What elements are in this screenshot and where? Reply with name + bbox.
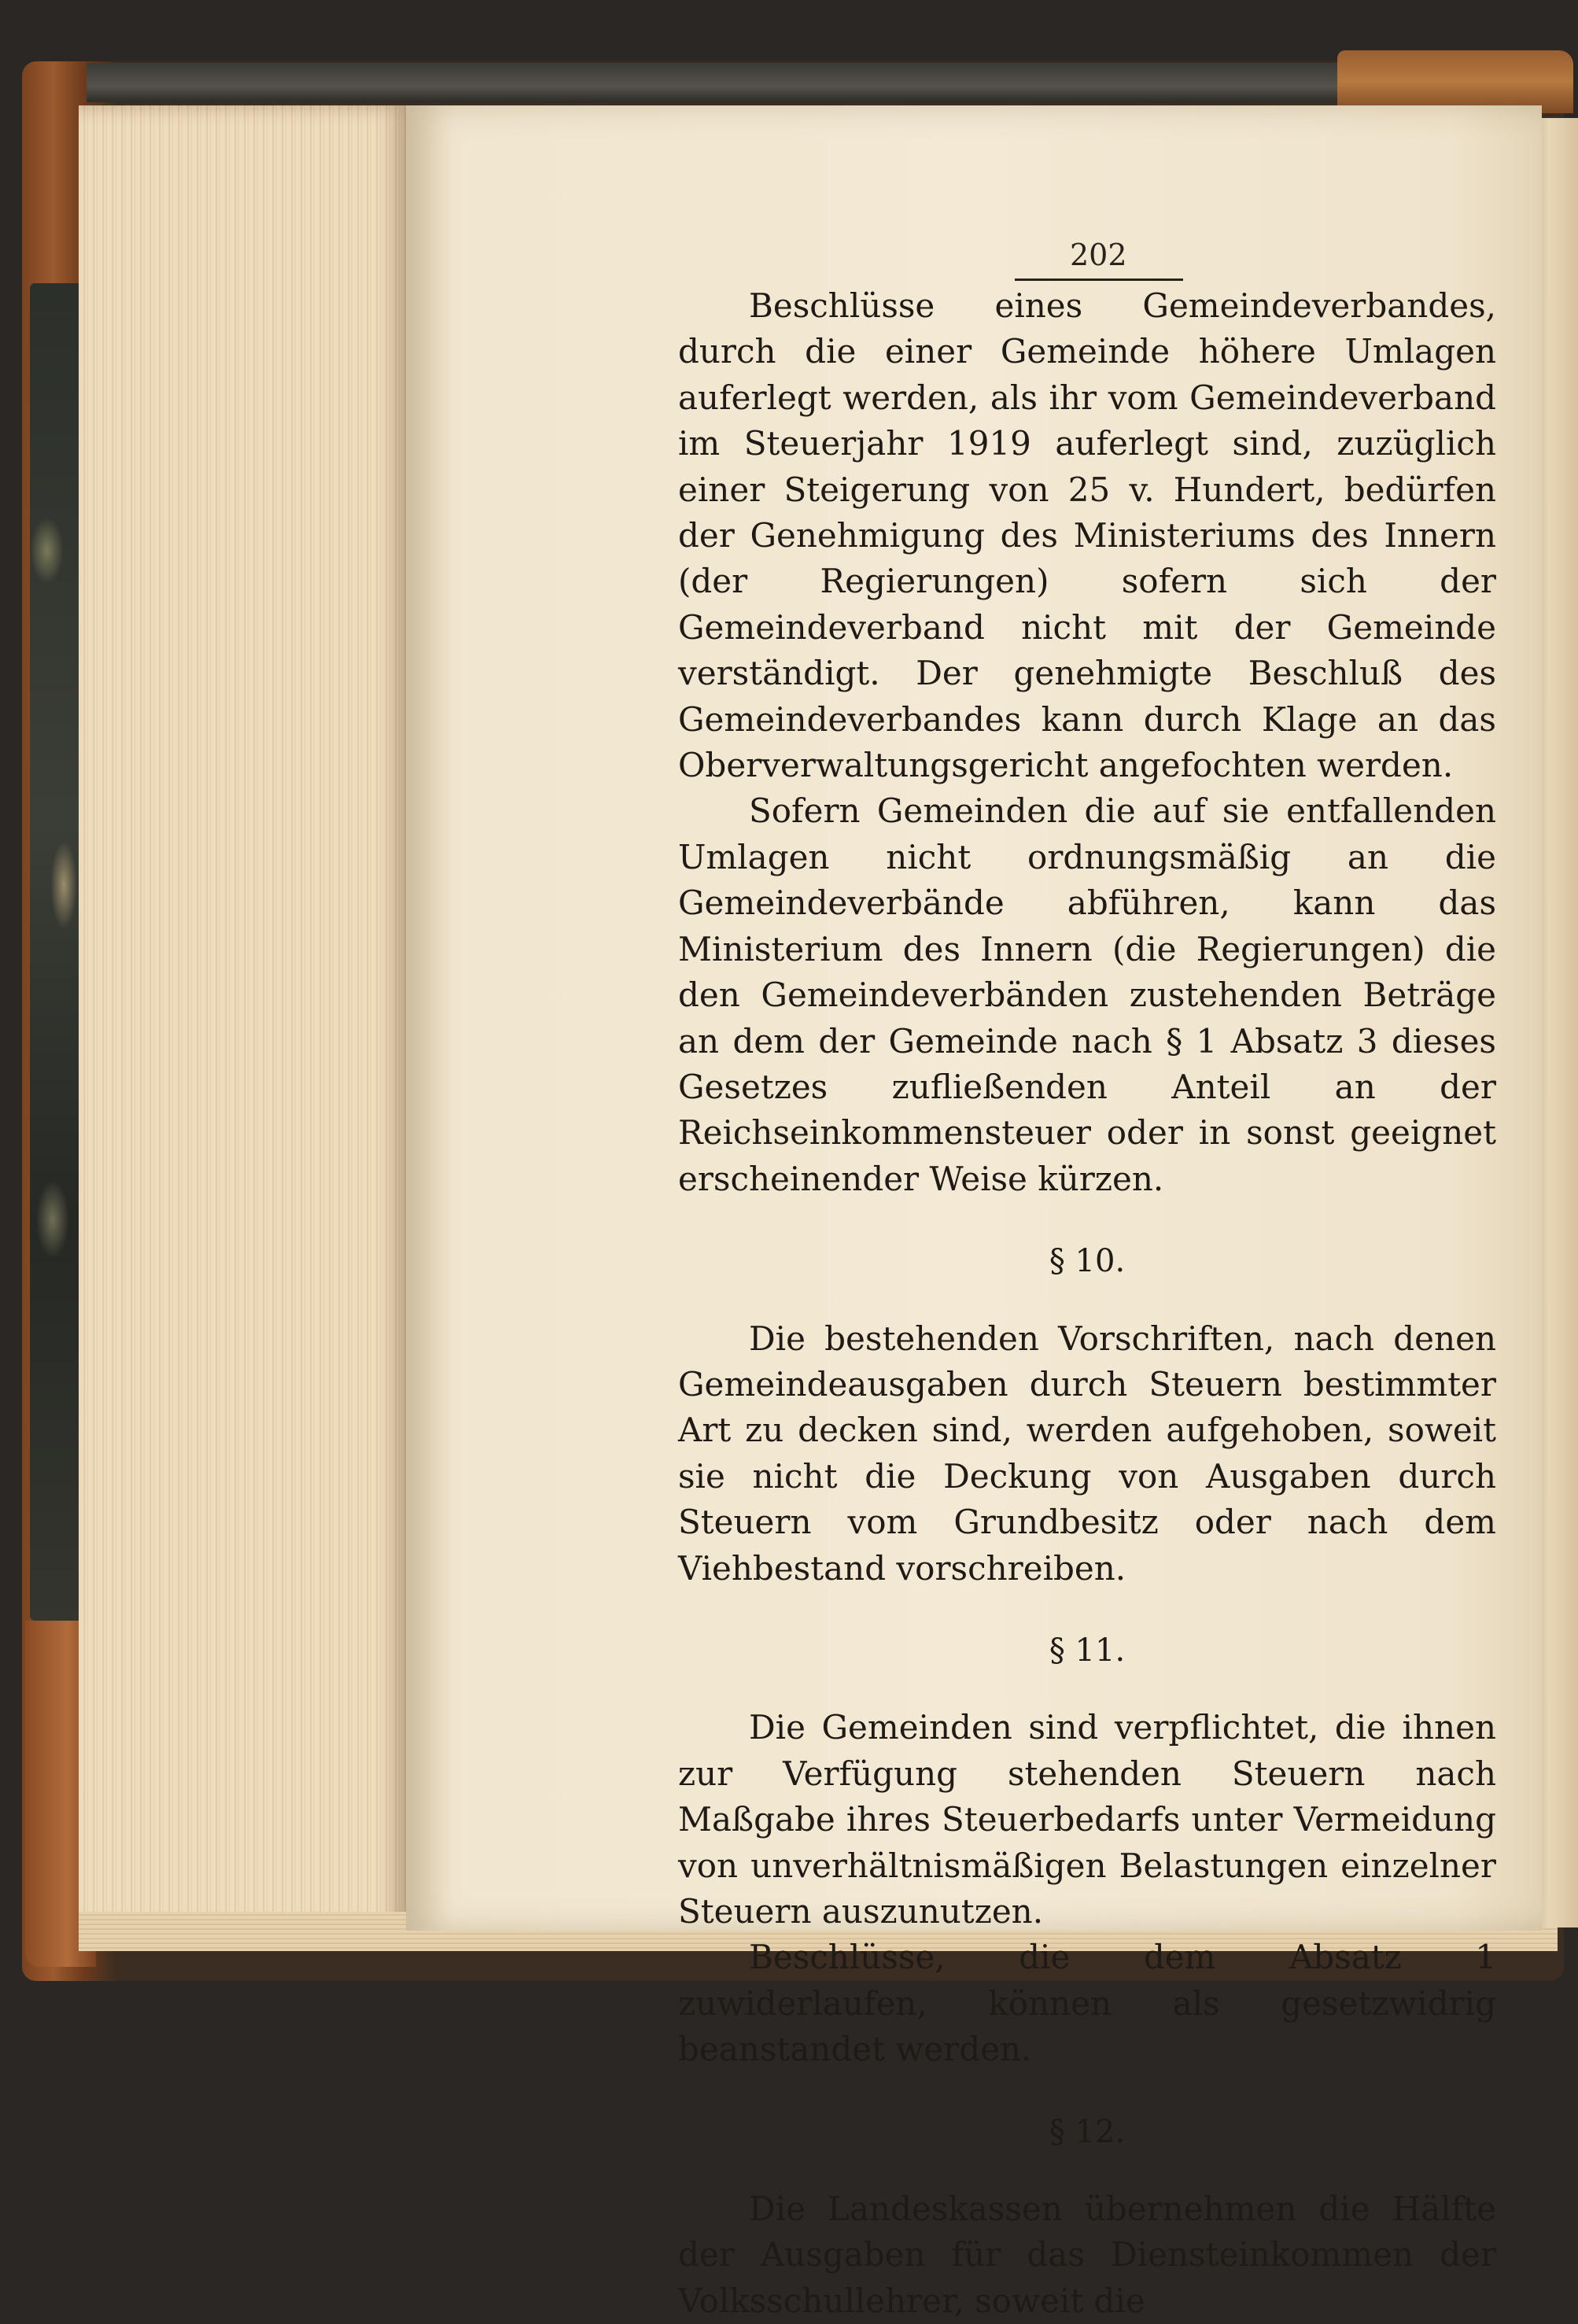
section-heading: § 10. [1049,1243,1126,1280]
page-text [678,283,1496,2324]
section-heading: § 12. [1049,2113,1126,2150]
paragraph: Beschlüsse, die dem Absatz 1 zuwiderlaufen, können als gesetzwidrig beanstandet werden. [678,1938,1496,2069]
page-number-rule [1015,279,1183,281]
paragraph: Beschlüsse eines Gemeindeverbandes, durch die einer Gemeinde höhere Umlagen auferlegt werden, als ihr vom Gemeindeverband im Steuerjahr 1919 auferlegt sind, zuzüglich einer Steigerung von 25 v. Hundert, bedürfen der Genehmigung des Ministeriums des Innern (der Regierungen) sofern sich der Gemeindeverband nicht mit der Gemeinde verständigt. Der genehmigte Beschluß des Gemeindeverbandes kann durch Klage an das Oberverwaltungsgericht angefochten werden. [678,286,1496,785]
page-number: 202 [1070,238,1127,272]
leather-corner-top-right [1337,50,1573,113]
paragraph: Die Gemeinden sind verpflichtet, die ihnen zur Verfügung stehenden Steuern nach Maßgabe ihres Steuerbedarfs unter Vermeidung von unverhältnismäßigen Belastungen einzelner Steuern auszunutzen. [678,1708,1496,1931]
paragraph: Die Landeskassen übernehmen die Hälfte der Ausgaben für das Diensteinkommen der Volksschullehrer, soweit die [678,2189,1496,2320]
page-stack-edge [79,105,409,1939]
section-heading: § 11. [1049,1632,1126,1669]
paragraph: Sofern Gemeinden die auf sie entfallenden Umlagen nicht ordnungsmäßig an die Gemeindeverbände abführen, kann das Ministerium des Innern (die Regierungen) die den Gemeindeverbänden zustehenden Beträge an dem der Gemeinde nach § 1 Absatz 3 dieses Gesetzes zufließenden Anteil an der Reichseinkommensteuer oder in sonst geeignet erscheinender Weise kürzen. [678,791,1496,1198]
paragraph: Die bestehenden Vorschriften, nach denen Gemeindeausgaben durch Steuern bestimmter Art zu decken sind, werden aufgehoben, soweit sie nicht die Deckung von Ausgaben durch Steuern vom Grundbesitz oder nach dem Viehbestand vorschreiben. [678,1319,1496,1588]
